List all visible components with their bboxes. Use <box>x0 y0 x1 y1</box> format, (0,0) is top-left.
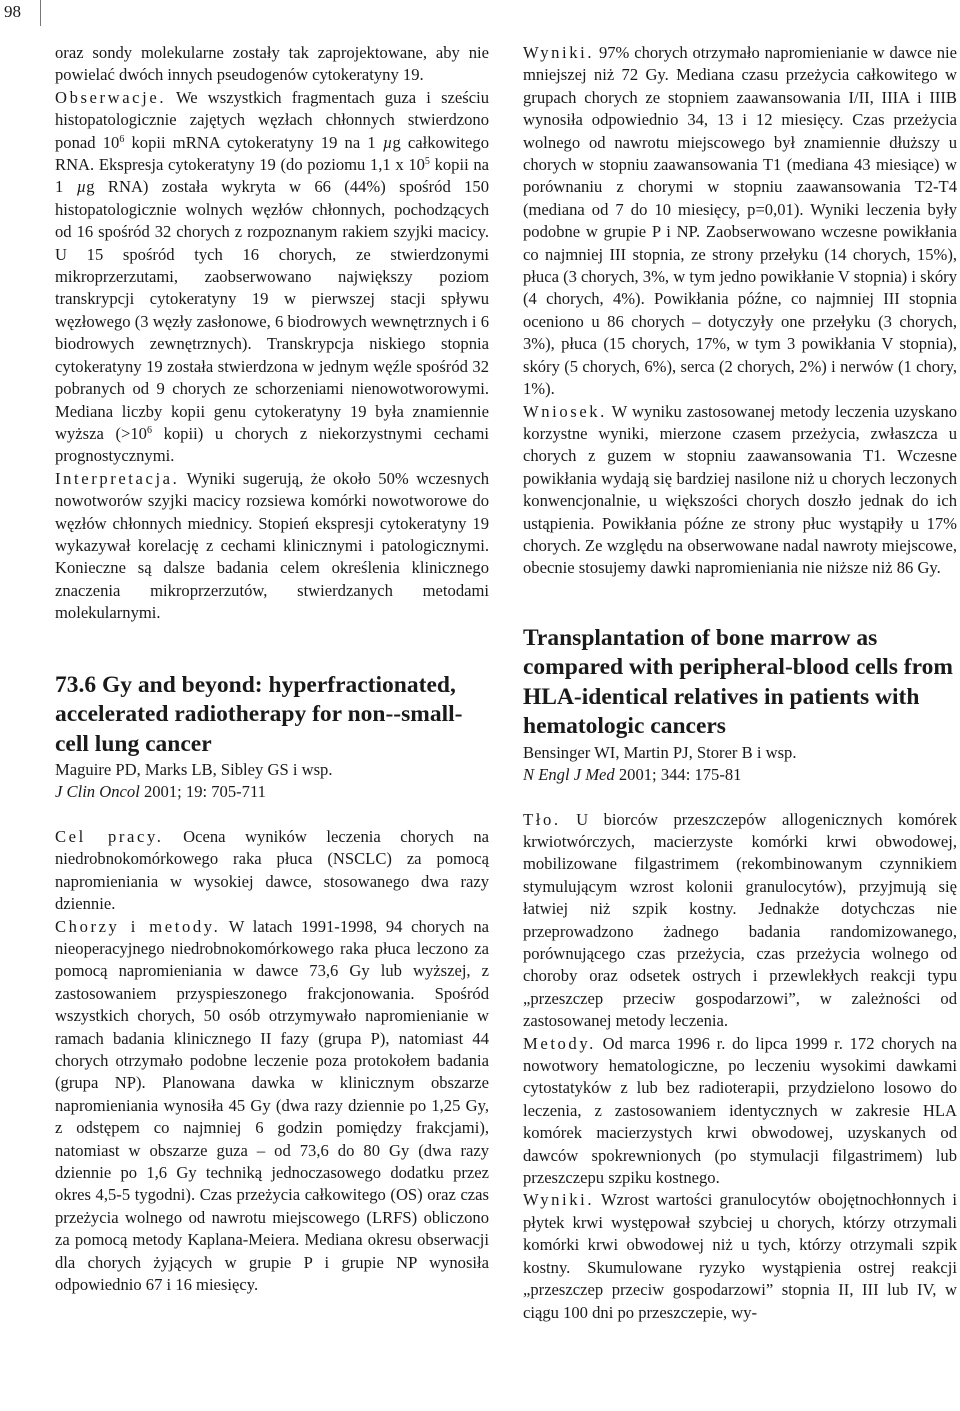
methods-text: Od marca 1996 r. do lipca 1999 r. 172 chorych na nowotwory hematologiczne, po leczeniu wysokimi dawkami cytostatyków z lub bez radioterapii, przydzielono losowo do leczenia, z zastosowaniem identycznych w zakresie HLA komórek macierzystych krwi obwodowej, uzyskanych od dawców spokrewnionych (po stymulacji filgastrimem) lub przeszczepu szpiku kostnego. <box>523 1033 957 1188</box>
article-title: 73.6 Gy and beyond: hyperfractionated, accelerated radiotherapy for non--small-cell lung cancer <box>55 671 463 757</box>
right-column <box>523 42 957 1324</box>
article-authors: Bensinger WI, Martin PJ, Storer B i wsp. <box>523 742 797 762</box>
superscript: 6 <box>146 424 152 436</box>
continued-paragraph <box>55 42 489 87</box>
article-authors: Maguire PD, Marks LB, Sibley GS i wsp. <box>55 760 333 780</box>
superscript: 5 <box>424 156 430 168</box>
methods-lead: Chorzy i metody. <box>55 916 221 936</box>
results-text: Wzrost wartości granulocytów obojętnochłonnych i płytek krwi występował szybciej u chorych, którzy otrzymali komórki krwi obwodowej niż u tych, którzy otrzymali szpik kostny. Skumulowane ryzyko wystąpienia ostrej reakcji „przeszczep przeciw gospodarzowi” stopnia II, III lub IV, w ciągu 100 dni po przeszczepie, wy- <box>523 1190 957 1322</box>
results-lead: Wyniki. <box>523 43 595 62</box>
mu-symbol: µ <box>76 177 87 197</box>
aim-lead: Cel pracy. <box>55 826 164 846</box>
interpretation-lead: Interpretacja. <box>55 468 180 488</box>
observations-text: g RNA) została wykryta w 66 (44%) spośród 150 histopatologicznie wolnych węzłów chłonnych, pochodzących od 16 spośród 32 chorych z rozpoznanym rakiem szyjki macicy. U 15 spośród tych 16 chorych, ze stwierdzonymi mikroprzerzutami, zaobserwowano największy poziom transkrypcji cytokeratyny 19 w pierwszej stacji spływu węzłowego (3 węzły zasłonowe, 6 biodrowych wewnętrznych i 6 biodrowych zewnętrznych). Transkrypcja niskiego stopnia cytokeratyny 19 została stwierdzona w jednym węźle spośród 32 pobranych od 9 chorych ze schorzeniami nienowotworowymi. Mediana liczby kopii genu cytokeratyny 19 była znamiennie wyższa (>10 <box>55 177 489 443</box>
page-number: 98 <box>0 0 41 26</box>
observations-paragraph <box>55 87 489 468</box>
results-paragraph <box>523 42 957 401</box>
observations-text: kopii mRNA cytokeratyny 19 na 1 <box>124 132 383 152</box>
methods-text: W latach 1991-1998, 94 chorych na nieoperacyjnego niedrobnokomórkowego raka płuca leczono za pomocą napromieniania w dawce 73,6 Gy lub wyższej, z zastosowaniem przyspieszonego frakcjonowania. Spośród wszystkich chorych, 50 osób otrzymywało napromienianie w ramach badania klinicznego II fazy (grupa P), natomiast 44 chorych otrzymało podobne leczenie poza protokołem badania (grupa NP). Planowana dawka w klinicznym obszarze napromieniania wynosiła 45 Gy (dwa razy dziennie po 1,25 Gy, z odstępem co najmniej 6 godzin pomiędzy frakcjami), natomiast w obszarze guza – od 73,6 do 80 Gy (dwa razy dziennie po 1,6 Gy techniką jednoczasowego dodatku przez okres 4,5-5 tygodni). Czas przeżycia całkowitego (OS) oraz czas przeżycia wolnego od nawrotu miejscowego (LRFS) obliczono za pomocą metody Kaplana-Meiera. Mediana okresu obserwacji dla chorych żyjących w grupie P i grupie NP wynosiła odpowiednio 67 i 16 miesięcy. <box>55 916 489 1294</box>
continued-text: oraz sondy molekularne zostały tak zaprojektowane, aby nie powielać dwóch innych pseudogenów cytokeratyny 19. <box>55 43 489 85</box>
journal-name: J Clin Oncol <box>55 782 140 802</box>
observations-text: kopii na 1 <box>55 155 489 197</box>
background-lead: Tło. <box>523 809 561 829</box>
observations-text: We wszystkich fragmentach guza i sześciu histopatologicznie zajętych węzłach chłonnych stwierdzono ponad 10 <box>55 87 489 152</box>
aim-paragraph <box>55 826 489 916</box>
article-citation <box>523 764 957 786</box>
journal-ref: 2001; 19: 705-711 <box>139 782 266 802</box>
observations-text: g całkowitego RNA. Ekspresja cytokeratyny 19 (do poziomu 1,1 x 10 <box>55 132 490 175</box>
journal-ref: 2001; 344: 175-81 <box>614 765 742 785</box>
mu-symbol: µ <box>382 132 393 152</box>
methods-lead: Metody. <box>523 1033 596 1053</box>
methods-paragraph <box>55 916 489 1297</box>
results-lead: Wyniki. <box>523 1190 595 1210</box>
conclusion-lead: Wniosek. <box>523 401 607 421</box>
results-paragraph-2 <box>523 1189 957 1323</box>
interpretation-text: Wyniki sugerują, że około 50% wczesnych nowotworów szyjki macicy rozsiewa komórki nowotworowe do węzłów chłonnych miednicy. Stopień ekspresji cytokeratyny 19 wykazywał korelację z cechami klinicznymi i patologicznymi. Konieczne są dalsze badania celem określenia klinicznego znaczenia mikroprzerzutów, stwierdzanych metodami molekularnymi. <box>55 468 489 623</box>
article-title: Transplantation of bone marrow as compared with peripheral-blood cells from HLA-identical relatives in patients with hematologic cancers <box>523 624 953 740</box>
article-citation <box>55 781 489 803</box>
background-paragraph <box>523 809 957 1033</box>
observations-lead: Obserwacje. <box>55 87 167 107</box>
superscript: 6 <box>119 133 125 145</box>
left-column <box>55 42 489 1296</box>
methods-paragraph <box>523 1033 957 1190</box>
observations-text: kopii) u chorych z niekorzystnymi cechami prognostycznymi. <box>55 423 489 466</box>
conclusion-text: W wyniku zastosowanej metody leczenia uzyskano korzystne wyniki, mierzone czasem przeżycia, zwłaszcza u chorych z guzem w stopniu zaawansowania T1. Wczesne powikłania wydają się bardziej nasilone niż u chorych leczonych konwencjonalnie, u większości chorych doszło jednak do ich ustąpienia. Powikłania późne ze strony płuc wystąpiły u 17% chorych. Ze względu na obserwowane nadal nawroty miejscowe, obecnie stosujemy dawki napromieniania nie niższe niż 86 Gy. <box>523 401 957 578</box>
results-text: 97% chorych otrzymało napromienianie w dawce nie mniejszej niż 72 Gy. Mediana czasu przeżycia całkowitego w grupach chorych ze stopniem zaawansowania I/II, IIIA i IIIB wynosiła odpowiednio 34, 13 i 12 miesięcy. Czas przeżycia wolnego od nawrotu miejscowego był znamiennie dłuższy u chorych w stopniu zaawansowania T1 (mediana 43 miesiące) w porównaniu z chorymi w stopniu zaawansowania T2-T4 (mediana od 7 do 10 miesięcy, p=0,01). Wyniki leczenia były podobne w grupie P i NP. Zaobserwowano wczesne powikłania co najmniej III stopnia, ze strony przełyku (14 chorych, 15%), płuca (3 chorych, 3%, w tym jedno powikłanie V stopnia) i skóry (4 chorych, 4%). Powikłania późne, co najmniej III stopnia oceniono u 86 chorych – dotyczyły one przełyku (3 chorych, 3%), płuca (15 chorych, 17%, w tym 3 powikłania V stopnia), skóry (5 chorych, 6%), serca (2 chorych, 2%) i nerwów (1 chory, 1%). <box>523 43 957 399</box>
background-text: U biorców przeszczepów allogenicznych komórek krwiotwórczych, macierzyste komórki krwi obwodowej, mobilizowane filgastrimem (rekombinowanym czynnikiem stymulującym wzrost kolonii granulocytów), przyjmują się łatwiej niż szpik kostny. Jednakże dotychczas nie przeprowadzono żadnego badania randomizowanego, porównującego czas przeżycia, czas przeżycia wolnego od choroby oraz odsetek ostrych i przewlekłych reakcji typu „przeszczep przeciw gospodarzowi”, w zależności od zastosowanej metody leczenia. <box>523 809 957 1031</box>
journal-name: N Engl J Med <box>523 765 615 785</box>
aim-text: Ocena wyników leczenia chorych na niedrobnokomórkowego raka płuca (NSCLC) za pomocą napromieniania w wysokiej dawce, stosowanego dwa razy dziennie. <box>55 826 489 914</box>
conclusion-paragraph <box>523 401 957 580</box>
interpretation-paragraph <box>55 468 489 625</box>
